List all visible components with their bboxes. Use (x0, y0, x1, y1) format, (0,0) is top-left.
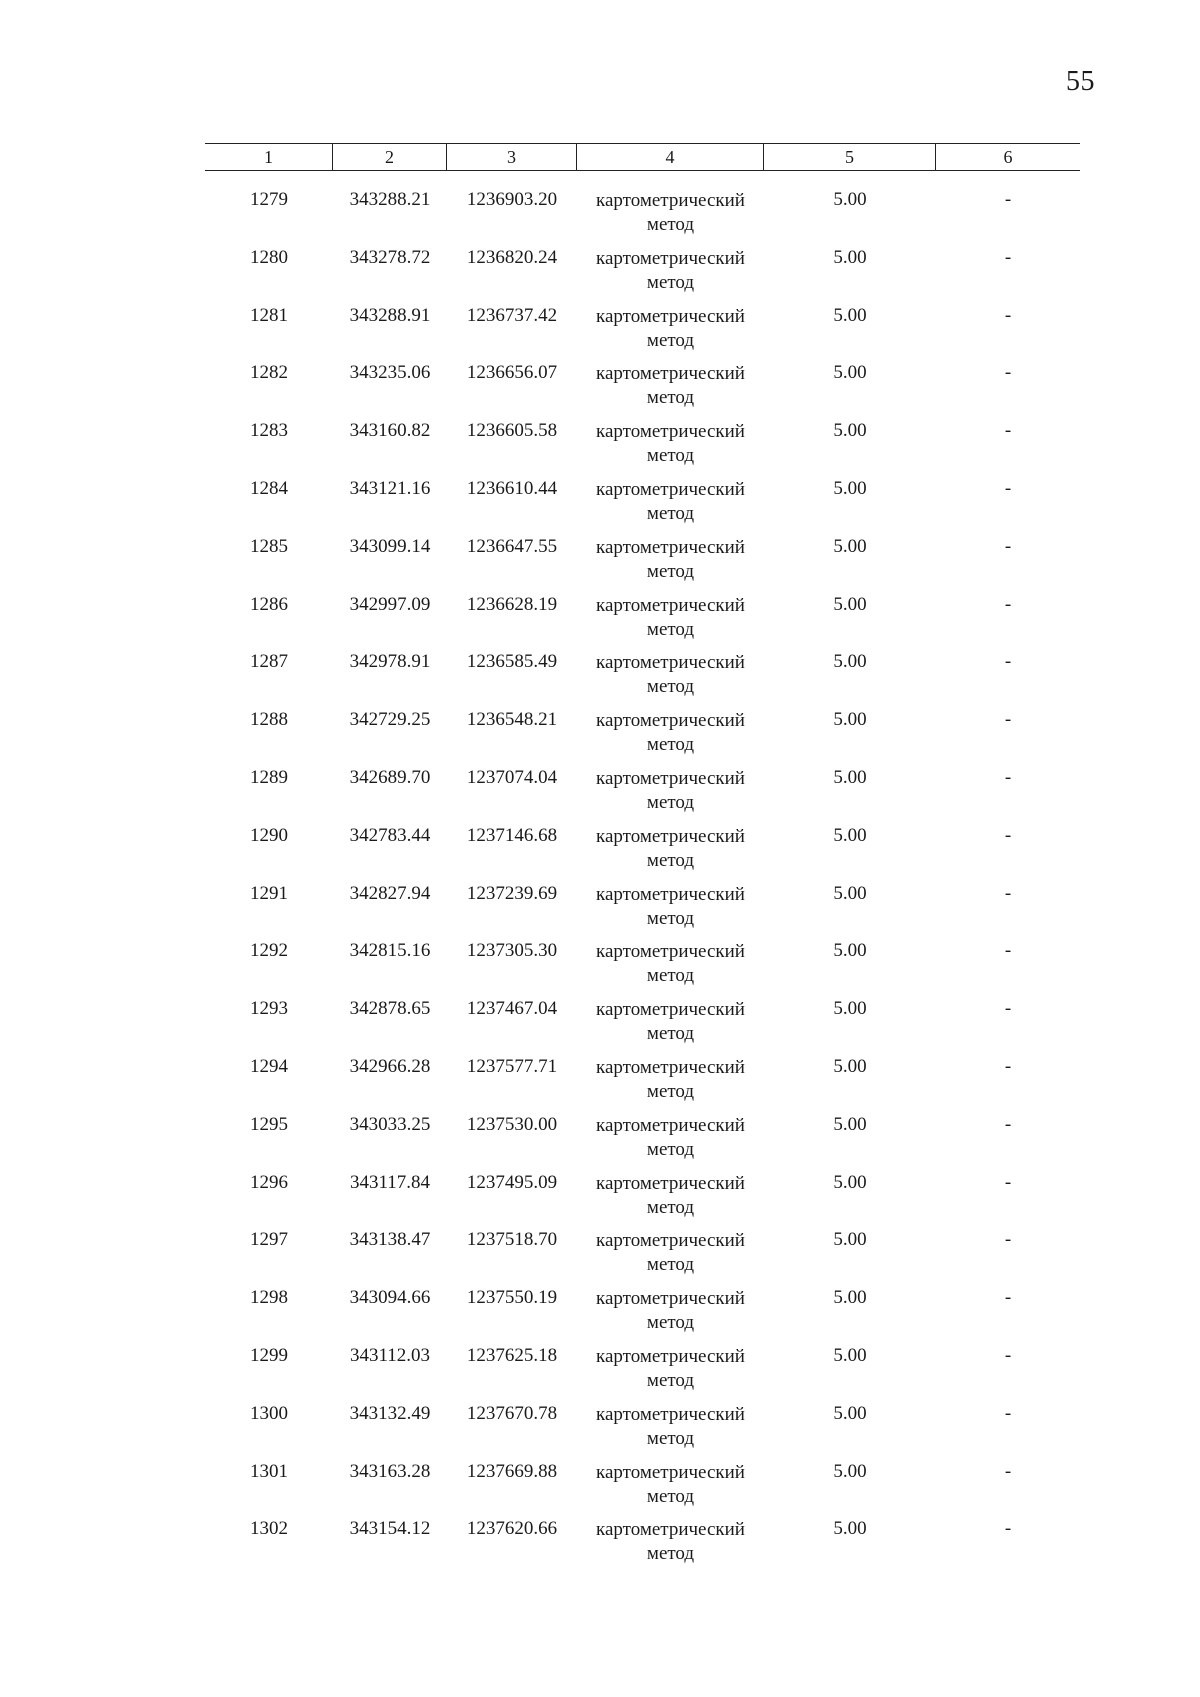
method-line-1: картометрический (596, 421, 745, 443)
method (577, 1229, 764, 1277)
point-number: 1282 (250, 362, 288, 384)
method-line-1: картометрический (596, 536, 745, 558)
coord-x: 342827.94 (349, 882, 431, 904)
method-line-2: метод (646, 1138, 695, 1160)
method-line-1: картометрический (596, 825, 745, 847)
table-row (205, 709, 1080, 767)
point-number: 1302 (250, 1518, 288, 1540)
method (577, 767, 764, 815)
accuracy: 5.00 (833, 1344, 867, 1366)
method (577, 1287, 764, 1335)
method-line-2: метод (646, 734, 695, 756)
accuracy: 5.00 (833, 1518, 867, 1540)
coord-x: 342689.70 (349, 766, 431, 788)
method-line-1: картометрический (596, 478, 745, 500)
point-number: 1293 (250, 998, 288, 1020)
coord-x: 342783.44 (349, 824, 431, 846)
point-number: 1289 (250, 766, 288, 788)
method-line-1: картометрический (596, 999, 745, 1021)
method (577, 651, 764, 699)
method (577, 1345, 764, 1393)
accuracy: 5.00 (833, 766, 867, 788)
table-row (205, 1056, 1080, 1114)
method-line-2: метод (646, 271, 695, 293)
method-line-1: картометрический (596, 941, 745, 963)
point-number: 1295 (250, 1113, 288, 1135)
coord-x: 343099.14 (349, 535, 431, 557)
accuracy: 5.00 (833, 1287, 867, 1309)
description: - (1004, 477, 1012, 499)
coord-y: 1237577.71 (466, 1055, 558, 1077)
table-body (205, 189, 1080, 1576)
coord-x: 343288.21 (349, 189, 431, 210)
method-line-1: картометрический (596, 1172, 745, 1194)
description: - (1004, 189, 1012, 210)
accuracy: 5.00 (833, 246, 867, 268)
description: - (1004, 1402, 1012, 1424)
point-number: 1297 (250, 1229, 288, 1251)
accuracy: 5.00 (833, 940, 867, 962)
method-line-2: метод (646, 1312, 695, 1334)
point-number: 1300 (250, 1402, 288, 1424)
description: - (1004, 1287, 1012, 1309)
accuracy: 5.00 (833, 1460, 867, 1482)
point-number: 1301 (250, 1460, 288, 1482)
accuracy: 5.00 (833, 651, 867, 673)
description: - (1004, 304, 1012, 326)
description: - (1004, 1171, 1012, 1193)
accuracy: 5.00 (833, 824, 867, 846)
description: - (1004, 246, 1012, 268)
coord-x: 342966.28 (349, 1055, 431, 1077)
accuracy: 5.00 (833, 420, 867, 442)
accuracy: 5.00 (833, 709, 867, 731)
method-line-2: метод (646, 618, 695, 640)
table-row (205, 1114, 1080, 1172)
coord-x: 343160.82 (349, 420, 431, 442)
method-line-1: картометрический (596, 767, 745, 789)
coord-x: 343235.06 (349, 362, 431, 384)
description: - (1004, 998, 1012, 1020)
coord-x: 343138.47 (349, 1229, 431, 1251)
method-line-2: метод (646, 1196, 695, 1218)
coord-y: 1236605.58 (466, 420, 558, 442)
method (577, 536, 764, 584)
page-number: 55 (1066, 66, 1095, 97)
method (577, 1056, 764, 1104)
coord-y: 1237620.66 (466, 1518, 558, 1540)
method (577, 709, 764, 757)
accuracy: 5.00 (833, 535, 867, 557)
description: - (1004, 651, 1012, 673)
coord-y: 1237305.30 (466, 940, 558, 962)
method (577, 883, 764, 931)
coord-y: 1237495.09 (466, 1171, 558, 1193)
header-col-5: 5 (764, 144, 936, 170)
coord-y: 1236647.55 (466, 535, 558, 557)
coord-y: 1237530.00 (466, 1113, 558, 1135)
method-line-2: метод (646, 387, 695, 409)
method-line-2: метод (646, 791, 695, 813)
method-line-2: метод (646, 214, 695, 235)
table-row (205, 1229, 1080, 1287)
method-line-2: метод (646, 849, 695, 871)
description: - (1004, 593, 1012, 615)
table-row (205, 651, 1080, 709)
description: - (1004, 940, 1012, 962)
header-col-3: 3 (447, 144, 577, 170)
method-line-2: метод (646, 445, 695, 467)
point-number: 1292 (250, 940, 288, 962)
method-line-1: картометрический (596, 247, 745, 269)
method-line-1: картометрический (596, 1519, 745, 1541)
method-line-2: метод (646, 1023, 695, 1045)
coord-y: 1237670.78 (466, 1402, 558, 1424)
description: - (1004, 824, 1012, 846)
method-line-2: метод (646, 502, 695, 524)
coord-y: 1237074.04 (466, 766, 558, 788)
method-line-2: метод (646, 1485, 695, 1507)
method-line-2: метод (646, 329, 695, 351)
table-row (205, 825, 1080, 883)
table-row (205, 1172, 1080, 1230)
method (577, 1518, 764, 1566)
method-line-1: картометрический (596, 1114, 745, 1136)
accuracy: 5.00 (833, 189, 867, 210)
method-line-1: картометрический (596, 1230, 745, 1252)
method-line-2: метод (646, 1080, 695, 1102)
method (577, 1461, 764, 1509)
accuracy: 5.00 (833, 362, 867, 384)
point-number: 1287 (250, 651, 288, 673)
table-row (205, 305, 1080, 363)
table-row (205, 362, 1080, 420)
coord-y: 1236585.49 (466, 651, 558, 673)
method (577, 594, 764, 642)
coord-x: 343278.72 (349, 246, 431, 268)
coord-y: 1236628.19 (466, 593, 558, 615)
point-number: 1299 (250, 1344, 288, 1366)
coord-x: 342878.65 (349, 998, 431, 1020)
coord-y: 1236548.21 (466, 709, 558, 731)
table-row (205, 1287, 1080, 1345)
accuracy: 5.00 (833, 1402, 867, 1424)
header-col-1: 1 (205, 144, 333, 170)
point-number: 1283 (250, 420, 288, 442)
coord-y: 1237625.18 (466, 1344, 558, 1366)
coord-y: 1236820.24 (466, 246, 558, 268)
method-line-1: картометрический (596, 710, 745, 732)
description: - (1004, 362, 1012, 384)
point-number: 1281 (250, 304, 288, 326)
method (577, 940, 764, 988)
method (577, 825, 764, 873)
coord-x: 343121.16 (349, 477, 431, 499)
method-line-1: картометрический (596, 305, 745, 327)
coord-y: 1236737.42 (466, 304, 558, 326)
coord-x: 343163.28 (349, 1460, 431, 1482)
description: - (1004, 1229, 1012, 1251)
coord-y: 1236903.20 (466, 189, 558, 210)
description: - (1004, 1055, 1012, 1077)
coord-x: 342978.91 (349, 651, 431, 673)
method (577, 420, 764, 468)
method-line-1: картометрический (596, 594, 745, 616)
coord-x: 343112.03 (349, 1344, 431, 1366)
description: - (1004, 1518, 1012, 1540)
point-number: 1279 (250, 189, 288, 210)
method-line-2: метод (646, 1543, 695, 1565)
method-line-1: картометрический (596, 190, 745, 211)
point-number: 1280 (250, 246, 288, 268)
method-line-1: картометрический (596, 1056, 745, 1078)
table-row (205, 594, 1080, 652)
description: - (1004, 766, 1012, 788)
method-line-1: картометрический (596, 883, 745, 905)
coord-x: 343117.84 (349, 1171, 431, 1193)
table-row (205, 420, 1080, 478)
accuracy: 5.00 (833, 477, 867, 499)
accuracy: 5.00 (833, 882, 867, 904)
coord-y: 1237518.70 (466, 1229, 558, 1251)
method (577, 247, 764, 295)
table-row (205, 883, 1080, 941)
method (577, 189, 764, 237)
coord-y: 1236656.07 (466, 362, 558, 384)
point-number: 1284 (250, 477, 288, 499)
accuracy: 5.00 (833, 1229, 867, 1251)
method-line-2: метод (646, 965, 695, 987)
point-number: 1296 (250, 1171, 288, 1193)
point-number: 1298 (250, 1287, 288, 1309)
table-row (205, 478, 1080, 536)
description: - (1004, 709, 1012, 731)
description: - (1004, 1113, 1012, 1135)
table-row (205, 536, 1080, 594)
table-header (205, 143, 1080, 171)
method (577, 305, 764, 353)
method-line-1: картометрический (596, 1403, 745, 1425)
description: - (1004, 420, 1012, 442)
table-row (205, 1461, 1080, 1519)
coord-x: 343132.49 (349, 1402, 431, 1424)
coord-x: 342729.25 (349, 709, 431, 731)
table-row (205, 247, 1080, 305)
method (577, 1403, 764, 1451)
accuracy: 5.00 (833, 1055, 867, 1077)
method (577, 1172, 764, 1220)
coord-y: 1237239.69 (466, 882, 558, 904)
method-line-2: метод (646, 1427, 695, 1449)
table-row (205, 998, 1080, 1056)
coord-y: 1237467.04 (466, 998, 558, 1020)
coord-x: 343033.25 (349, 1113, 431, 1135)
point-number: 1290 (250, 824, 288, 846)
point-number: 1291 (250, 882, 288, 904)
accuracy: 5.00 (833, 304, 867, 326)
coord-x: 343094.66 (349, 1287, 431, 1309)
description: - (1004, 1344, 1012, 1366)
point-number: 1294 (250, 1055, 288, 1077)
method-line-1: картометрический (596, 652, 745, 674)
method-line-1: картометрический (596, 1461, 745, 1483)
method-line-2: метод (646, 1254, 695, 1276)
point-number: 1288 (250, 709, 288, 731)
method-line-1: картометрический (596, 1288, 745, 1310)
method-line-2: метод (646, 560, 695, 582)
table-row (205, 1518, 1080, 1576)
method-line-1: картометрический (596, 363, 745, 385)
method-line-2: метод (646, 907, 695, 929)
coord-x: 342815.16 (349, 940, 431, 962)
accuracy: 5.00 (833, 1171, 867, 1193)
coord-x: 343288.91 (349, 304, 431, 326)
method (577, 1114, 764, 1162)
coord-y: 1237669.88 (466, 1460, 558, 1482)
coord-y: 1236610.44 (466, 477, 558, 499)
table-row (205, 767, 1080, 825)
method (577, 998, 764, 1046)
description: - (1004, 1460, 1012, 1482)
coord-x: 342997.09 (349, 593, 431, 615)
description: - (1004, 535, 1012, 557)
coord-y: 1237550.19 (466, 1287, 558, 1309)
header-col-4: 4 (577, 144, 764, 170)
coord-y: 1237146.68 (466, 824, 558, 846)
method (577, 362, 764, 410)
header-col-2: 2 (333, 144, 447, 170)
table-row (205, 189, 1080, 247)
point-number: 1286 (250, 593, 288, 615)
table-row (205, 1345, 1080, 1403)
header-col-6: 6 (1003, 147, 1013, 167)
table-row (205, 940, 1080, 998)
accuracy: 5.00 (833, 1113, 867, 1135)
method (577, 478, 764, 526)
accuracy: 5.00 (833, 593, 867, 615)
description: - (1004, 882, 1012, 904)
method-line-1: картометрический (596, 1345, 745, 1367)
accuracy: 5.00 (833, 998, 867, 1020)
table-row (205, 1403, 1080, 1461)
coord-x: 343154.12 (349, 1518, 431, 1540)
method-line-2: метод (646, 676, 695, 698)
method-line-2: метод (646, 1369, 695, 1391)
point-number: 1285 (250, 535, 288, 557)
